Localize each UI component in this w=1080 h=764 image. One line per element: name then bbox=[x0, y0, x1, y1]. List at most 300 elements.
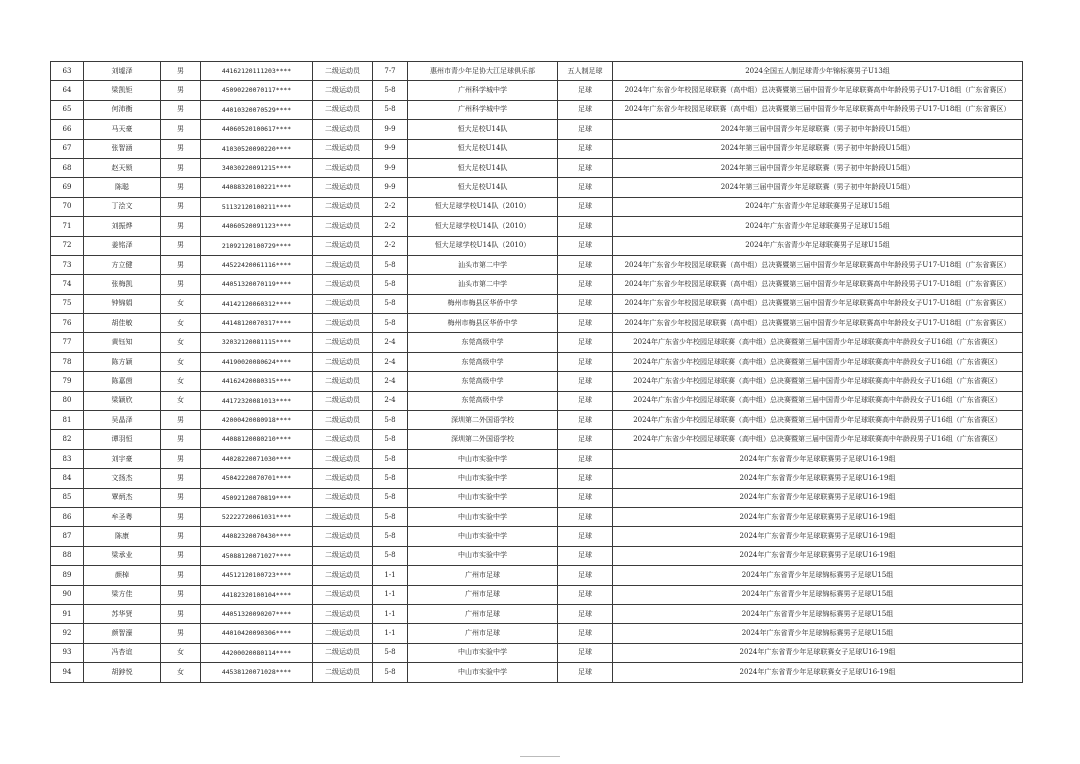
row-number-cell: 89 bbox=[51, 566, 84, 585]
table-row bbox=[51, 139, 1023, 158]
row-number-cell: 79 bbox=[51, 372, 84, 391]
athlete-name-cell: 张智涵 bbox=[84, 139, 161, 158]
athlete-grade-cell: 二级运动员 bbox=[313, 411, 373, 430]
sport-event-cell: 足球 bbox=[558, 81, 613, 100]
ranking-cell: 5-8 bbox=[373, 663, 408, 682]
ranking-cell: 9-9 bbox=[373, 139, 408, 158]
team-unit-cell: 广州市足球 bbox=[408, 585, 558, 604]
gender-cell: 女 bbox=[161, 643, 201, 662]
table-row bbox=[51, 236, 1023, 255]
table-row bbox=[51, 566, 1023, 585]
row-number-cell: 65 bbox=[51, 100, 84, 119]
athlete-name-cell: 梁颖欣 bbox=[84, 391, 161, 410]
athlete-grade-cell: 二级运动员 bbox=[313, 294, 373, 313]
gender-cell: 男 bbox=[161, 217, 201, 236]
id-number-cell: 34030220091215**** bbox=[201, 158, 313, 177]
id-number-cell: 44060520091123**** bbox=[201, 217, 313, 236]
id-number-cell: 44182320100104**** bbox=[201, 585, 313, 604]
gender-cell: 男 bbox=[161, 469, 201, 488]
table-row bbox=[51, 663, 1023, 682]
row-number-cell: 84 bbox=[51, 469, 84, 488]
id-number-cell: 44142120060312**** bbox=[201, 294, 313, 313]
team-unit-cell: 广州市足球 bbox=[408, 566, 558, 585]
athlete-grade-cell: 二级运动员 bbox=[313, 663, 373, 682]
id-number-cell: 44010320070529**** bbox=[201, 100, 313, 119]
athlete-grade-cell: 二级运动员 bbox=[313, 430, 373, 449]
team-unit-cell: 中山市实验中学 bbox=[408, 527, 558, 546]
athlete-name-cell: 覃炳杰 bbox=[84, 488, 161, 507]
competition-name-cell: 2024年第三届中国青少年足球联赛（男子初中年龄段U15组） bbox=[613, 178, 1023, 197]
competition-name-cell: 2024年广东省青少年足球联赛男子足球U15组 bbox=[613, 236, 1023, 255]
row-number-cell: 94 bbox=[51, 663, 84, 682]
ranking-cell: 5-8 bbox=[373, 411, 408, 430]
ranking-cell: 5-8 bbox=[373, 449, 408, 468]
athlete-name-cell: 颜智濠 bbox=[84, 624, 161, 643]
sport-event-cell: 足球 bbox=[558, 643, 613, 662]
row-number-cell: 66 bbox=[51, 120, 84, 139]
athlete-name-cell: 黄钰知 bbox=[84, 333, 161, 352]
sport-event-cell: 足球 bbox=[558, 624, 613, 643]
table-row bbox=[51, 100, 1023, 119]
athlete-grade-cell: 二级运动员 bbox=[313, 585, 373, 604]
ranking-cell: 5-8 bbox=[373, 507, 408, 526]
athlete-grade-cell: 二级运动员 bbox=[313, 507, 373, 526]
sport-event-cell: 足球 bbox=[558, 294, 613, 313]
competition-name-cell: 2024年广东省少年校园足球联赛（高中组）总决赛暨第三届中国青少年足球联赛高中年龄段女子U16组（广东省赛区） bbox=[613, 352, 1023, 371]
ranking-cell: 5-8 bbox=[373, 81, 408, 100]
athlete-name-cell: 牟圣粤 bbox=[84, 507, 161, 526]
sport-event-cell: 足球 bbox=[558, 507, 613, 526]
table-row bbox=[51, 81, 1023, 100]
table-row bbox=[51, 411, 1023, 430]
sport-event-cell: 足球 bbox=[558, 255, 613, 274]
ranking-cell: 5-8 bbox=[373, 643, 408, 662]
gender-cell: 女 bbox=[161, 663, 201, 682]
id-number-cell: 45042220070701**** bbox=[201, 469, 313, 488]
team-unit-cell: 恒大足校U14队 bbox=[408, 158, 558, 177]
sport-event-cell: 足球 bbox=[558, 527, 613, 546]
team-unit-cell: 深圳第二外国语学校 bbox=[408, 411, 558, 430]
competition-name-cell: 2024年广东省少年校园足球联赛（高中组）总决赛暨第三届中国青少年足球联赛高中年龄段女子U17-U18组（广东省赛区） bbox=[613, 294, 1023, 313]
team-unit-cell: 广州科学城中学 bbox=[408, 81, 558, 100]
sport-event-cell: 五人制足球 bbox=[558, 62, 613, 81]
id-number-cell: 44172320081013**** bbox=[201, 391, 313, 410]
row-number-cell: 63 bbox=[51, 62, 84, 81]
gender-cell: 男 bbox=[161, 527, 201, 546]
id-number-cell: 32032120081115**** bbox=[201, 333, 313, 352]
page-footer-mark bbox=[520, 756, 560, 757]
team-unit-cell: 东莞高级中学 bbox=[408, 372, 558, 391]
gender-cell: 男 bbox=[161, 62, 201, 81]
table-row bbox=[51, 372, 1023, 391]
row-number-cell: 91 bbox=[51, 604, 84, 623]
athlete-grade-cell: 二级运动员 bbox=[313, 100, 373, 119]
ranking-cell: 2-4 bbox=[373, 372, 408, 391]
row-number-cell: 87 bbox=[51, 527, 84, 546]
row-number-cell: 81 bbox=[51, 411, 84, 430]
athlete-grade-cell: 二级运动员 bbox=[313, 178, 373, 197]
gender-cell: 男 bbox=[161, 100, 201, 119]
roster-body bbox=[51, 62, 1023, 683]
competition-name-cell: 2024年广东省少年校园足球联赛（高中组）总决赛暨第三届中国青少年足球联赛高中年龄段女子U16组（广东省赛区） bbox=[613, 333, 1023, 352]
athlete-name-cell: 文扬杰 bbox=[84, 469, 161, 488]
athlete-name-cell: 陈方颖 bbox=[84, 352, 161, 371]
ranking-cell: 7-7 bbox=[373, 62, 408, 81]
row-number-cell: 82 bbox=[51, 430, 84, 449]
table-row bbox=[51, 158, 1023, 177]
id-number-cell: 44148120070317**** bbox=[201, 314, 313, 333]
athlete-grade-cell: 二级运动员 bbox=[313, 139, 373, 158]
competition-name-cell: 2024年广东省青少年足球联赛男子足球U16-19组 bbox=[613, 507, 1023, 526]
gender-cell: 男 bbox=[161, 158, 201, 177]
id-number-cell: 44082320070430**** bbox=[201, 527, 313, 546]
team-unit-cell: 广州市足球 bbox=[408, 604, 558, 623]
athlete-name-cell: 谭羽恒 bbox=[84, 430, 161, 449]
table-row bbox=[51, 507, 1023, 526]
id-number-cell: 41030520090220**** bbox=[201, 139, 313, 158]
row-number-cell: 83 bbox=[51, 449, 84, 468]
team-unit-cell: 中山市实验中学 bbox=[408, 488, 558, 507]
row-number-cell: 69 bbox=[51, 178, 84, 197]
row-number-cell: 80 bbox=[51, 391, 84, 410]
ranking-cell: 5-8 bbox=[373, 469, 408, 488]
table-row bbox=[51, 430, 1023, 449]
athlete-grade-cell: 二级运动员 bbox=[313, 624, 373, 643]
competition-name-cell: 2024年广东省少年校园足球联赛（高中组）总决赛暨第三届中国青少年足球联赛高中年龄段女子U16组（广东省赛区） bbox=[613, 391, 1023, 410]
ranking-cell: 9-9 bbox=[373, 120, 408, 139]
id-number-cell: 44051320070119**** bbox=[201, 275, 313, 294]
sport-event-cell: 足球 bbox=[558, 411, 613, 430]
athlete-grade-cell: 二级运动员 bbox=[313, 643, 373, 662]
athlete-grade-cell: 二级运动员 bbox=[313, 314, 373, 333]
sport-event-cell: 足球 bbox=[558, 604, 613, 623]
sport-event-cell: 足球 bbox=[558, 100, 613, 119]
athlete-name-cell: 方立健 bbox=[84, 255, 161, 274]
gender-cell: 男 bbox=[161, 546, 201, 565]
table-row bbox=[51, 352, 1023, 371]
id-number-cell: 45088120071027**** bbox=[201, 546, 313, 565]
ranking-cell: 1-1 bbox=[373, 624, 408, 643]
athlete-name-cell: 何沛衡 bbox=[84, 100, 161, 119]
ranking-cell: 2-4 bbox=[373, 352, 408, 371]
team-unit-cell: 惠州市青少年足协大江足球俱乐部 bbox=[408, 62, 558, 81]
row-number-cell: 90 bbox=[51, 585, 84, 604]
athlete-grade-cell: 二级运动员 bbox=[313, 604, 373, 623]
gender-cell: 女 bbox=[161, 314, 201, 333]
id-number-cell: 52222720061031**** bbox=[201, 507, 313, 526]
gender-cell: 男 bbox=[161, 604, 201, 623]
athlete-grade-cell: 二级运动员 bbox=[313, 120, 373, 139]
gender-cell: 男 bbox=[161, 507, 201, 526]
athlete-name-cell: 吴晶泽 bbox=[84, 411, 161, 430]
ranking-cell: 5-8 bbox=[373, 314, 408, 333]
athlete-grade-cell: 二级运动员 bbox=[313, 197, 373, 216]
competition-name-cell: 2024年广东省青少年足球锦标赛男子足球U15组 bbox=[613, 585, 1023, 604]
competition-name-cell: 2024年广东省青少年足球联赛男子足球U16-19组 bbox=[613, 469, 1023, 488]
ranking-cell: 2-4 bbox=[373, 391, 408, 410]
athlete-grade-cell: 二级运动员 bbox=[313, 372, 373, 391]
id-number-cell: 44051320090207**** bbox=[201, 604, 313, 623]
athlete-name-cell: 梁凯钜 bbox=[84, 81, 161, 100]
competition-name-cell: 2024年广东省少年校园足球联赛（高中组）总决赛暨第三届中国青少年足球联赛高中年龄段男子U16组（广东省赛区） bbox=[613, 430, 1023, 449]
id-number-cell: 42000420080918**** bbox=[201, 411, 313, 430]
athlete-grade-cell: 二级运动员 bbox=[313, 469, 373, 488]
ranking-cell: 1-1 bbox=[373, 604, 408, 623]
ranking-cell: 2-2 bbox=[373, 217, 408, 236]
athlete-grade-cell: 二级运动员 bbox=[313, 527, 373, 546]
id-number-cell: 45090220070117**** bbox=[201, 81, 313, 100]
sport-event-cell: 足球 bbox=[558, 275, 613, 294]
sport-event-cell: 足球 bbox=[558, 391, 613, 410]
row-number-cell: 74 bbox=[51, 275, 84, 294]
gender-cell: 男 bbox=[161, 624, 201, 643]
id-number-cell: 44190020080624**** bbox=[201, 352, 313, 371]
ranking-cell: 5-8 bbox=[373, 546, 408, 565]
team-unit-cell: 中山市实验中学 bbox=[408, 663, 558, 682]
sport-event-cell: 足球 bbox=[558, 158, 613, 177]
ranking-cell: 5-8 bbox=[373, 527, 408, 546]
team-unit-cell: 广州科学城中学 bbox=[408, 100, 558, 119]
athlete-grade-cell: 二级运动员 bbox=[313, 546, 373, 565]
roster-sheet bbox=[50, 61, 1022, 683]
ranking-cell: 5-8 bbox=[373, 430, 408, 449]
athlete-name-cell: 姜铭泽 bbox=[84, 236, 161, 255]
athlete-grade-cell: 二级运动员 bbox=[313, 236, 373, 255]
athlete-roster-table bbox=[50, 61, 1023, 683]
table-row bbox=[51, 527, 1023, 546]
competition-name-cell: 2024年广东省青少年足球联赛男子足球U16-19组 bbox=[613, 527, 1023, 546]
id-number-cell: 44512120100723**** bbox=[201, 566, 313, 585]
table-row bbox=[51, 197, 1023, 216]
table-row bbox=[51, 488, 1023, 507]
competition-name-cell: 2024年广东省青少年足球联赛女子足球U16-19组 bbox=[613, 643, 1023, 662]
table-row bbox=[51, 178, 1023, 197]
team-unit-cell: 东莞高级中学 bbox=[408, 391, 558, 410]
competition-name-cell: 2024年广东省青少年足球联赛男子足球U16-19组 bbox=[613, 449, 1023, 468]
id-number-cell: 44162120111203**** bbox=[201, 62, 313, 81]
gender-cell: 男 bbox=[161, 81, 201, 100]
ranking-cell: 5-8 bbox=[373, 294, 408, 313]
team-unit-cell: 梅州市梅县区华侨中学 bbox=[408, 314, 558, 333]
athlete-grade-cell: 二级运动员 bbox=[313, 158, 373, 177]
team-unit-cell: 恒大足球学校U14队（2010） bbox=[408, 236, 558, 255]
sport-event-cell: 足球 bbox=[558, 488, 613, 507]
gender-cell: 男 bbox=[161, 449, 201, 468]
competition-name-cell: 2024年广东省青少年足球锦标赛男子足球U15组 bbox=[613, 624, 1023, 643]
ranking-cell: 2-2 bbox=[373, 197, 408, 216]
team-unit-cell: 恒大足校U14队 bbox=[408, 178, 558, 197]
table-row bbox=[51, 314, 1023, 333]
table-row bbox=[51, 449, 1023, 468]
table-row bbox=[51, 624, 1023, 643]
athlete-name-cell: 赵天锁 bbox=[84, 158, 161, 177]
gender-cell: 男 bbox=[161, 430, 201, 449]
sport-event-cell: 足球 bbox=[558, 139, 613, 158]
competition-name-cell: 2024年广东省青少年足球联赛男子足球U16-19组 bbox=[613, 488, 1023, 507]
table-row bbox=[51, 217, 1023, 236]
ranking-cell: 1-1 bbox=[373, 585, 408, 604]
row-number-cell: 68 bbox=[51, 158, 84, 177]
athlete-name-cell: 梁承业 bbox=[84, 546, 161, 565]
gender-cell: 女 bbox=[161, 294, 201, 313]
row-number-cell: 73 bbox=[51, 255, 84, 274]
ranking-cell: 1-1 bbox=[373, 566, 408, 585]
gender-cell: 男 bbox=[161, 255, 201, 274]
row-number-cell: 93 bbox=[51, 643, 84, 662]
id-number-cell: 44522420061116**** bbox=[201, 255, 313, 274]
row-number-cell: 85 bbox=[51, 488, 84, 507]
team-unit-cell: 中山市实验中学 bbox=[408, 546, 558, 565]
team-unit-cell: 中山市实验中学 bbox=[408, 507, 558, 526]
table-row bbox=[51, 62, 1023, 81]
competition-name-cell: 2024年广东省青少年足球联赛男子足球U15组 bbox=[613, 197, 1023, 216]
gender-cell: 女 bbox=[161, 391, 201, 410]
athlete-grade-cell: 二级运动员 bbox=[313, 566, 373, 585]
table-row bbox=[51, 604, 1023, 623]
row-number-cell: 88 bbox=[51, 546, 84, 565]
team-unit-cell: 深圳第二外国语学校 bbox=[408, 430, 558, 449]
competition-name-cell: 2024年第三届中国青少年足球联赛（男子初中年龄段U15组） bbox=[613, 120, 1023, 139]
table-row bbox=[51, 585, 1023, 604]
ranking-cell: 5-8 bbox=[373, 100, 408, 119]
row-number-cell: 78 bbox=[51, 352, 84, 371]
row-number-cell: 70 bbox=[51, 197, 84, 216]
athlete-name-cell: 陈康 bbox=[84, 527, 161, 546]
team-unit-cell: 中山市实验中学 bbox=[408, 469, 558, 488]
athlete-grade-cell: 二级运动员 bbox=[313, 217, 373, 236]
table-row bbox=[51, 469, 1023, 488]
sport-event-cell: 足球 bbox=[558, 372, 613, 391]
athlete-name-cell: 梁方佳 bbox=[84, 585, 161, 604]
athlete-name-cell: 陈聪 bbox=[84, 178, 161, 197]
athlete-grade-cell: 二级运动员 bbox=[313, 352, 373, 371]
athlete-name-cell: 陈嘉茵 bbox=[84, 372, 161, 391]
sport-event-cell: 足球 bbox=[558, 546, 613, 565]
gender-cell: 男 bbox=[161, 197, 201, 216]
athlete-name-cell: 苏华贤 bbox=[84, 604, 161, 623]
gender-cell: 女 bbox=[161, 352, 201, 371]
id-number-cell: 44028220071030**** bbox=[201, 449, 313, 468]
team-unit-cell: 恒大足校U14队 bbox=[408, 139, 558, 158]
athlete-grade-cell: 二级运动员 bbox=[313, 391, 373, 410]
competition-name-cell: 2024年广东省青少年足球锦标赛男子足球U15组 bbox=[613, 566, 1023, 585]
table-row bbox=[51, 120, 1023, 139]
ranking-cell: 9-9 bbox=[373, 178, 408, 197]
competition-name-cell: 2024全国五人制足球青少年锦标赛男子U13组 bbox=[613, 62, 1023, 81]
athlete-name-cell: 马天豪 bbox=[84, 120, 161, 139]
sport-event-cell: 足球 bbox=[558, 469, 613, 488]
team-unit-cell: 广州市足球 bbox=[408, 624, 558, 643]
athlete-grade-cell: 二级运动员 bbox=[313, 275, 373, 294]
competition-name-cell: 2024年广东省少年校园足球联赛（高中组）总决赛暨第三届中国青少年足球联赛高中年龄段男子U16组（广东省赛区） bbox=[613, 411, 1023, 430]
gender-cell: 男 bbox=[161, 120, 201, 139]
competition-name-cell: 2024年广东省少年校园足球联赛（高中组）总决赛暨第三届中国青少年足球联赛高中年龄段男子U17-U18组（广东省赛区） bbox=[613, 275, 1023, 294]
team-unit-cell: 梅州市梅县区华侨中学 bbox=[408, 294, 558, 313]
competition-name-cell: 2024年广东省青少年足球锦标赛男子足球U15组 bbox=[613, 604, 1023, 623]
sport-event-cell: 足球 bbox=[558, 566, 613, 585]
athlete-name-cell: 丁浍文 bbox=[84, 197, 161, 216]
gender-cell: 女 bbox=[161, 372, 201, 391]
team-unit-cell: 东莞高级中学 bbox=[408, 352, 558, 371]
id-number-cell: 44538120071028**** bbox=[201, 663, 313, 682]
row-number-cell: 67 bbox=[51, 139, 84, 158]
gender-cell: 男 bbox=[161, 139, 201, 158]
team-unit-cell: 汕头市第二中学 bbox=[408, 255, 558, 274]
id-number-cell: 44088120080210**** bbox=[201, 430, 313, 449]
table-row bbox=[51, 391, 1023, 410]
id-number-cell: 51132120100211**** bbox=[201, 197, 313, 216]
sport-event-cell: 足球 bbox=[558, 352, 613, 371]
gender-cell: 女 bbox=[161, 333, 201, 352]
ranking-cell: 5-8 bbox=[373, 275, 408, 294]
ranking-cell: 2-4 bbox=[373, 333, 408, 352]
sport-event-cell: 足球 bbox=[558, 430, 613, 449]
athlete-grade-cell: 二级运动员 bbox=[313, 333, 373, 352]
athlete-name-cell: 颜棹 bbox=[84, 566, 161, 585]
sport-event-cell: 足球 bbox=[558, 585, 613, 604]
table-row bbox=[51, 333, 1023, 352]
id-number-cell: 44010420090306**** bbox=[201, 624, 313, 643]
athlete-name-cell: 胡佳敏 bbox=[84, 314, 161, 333]
gender-cell: 男 bbox=[161, 178, 201, 197]
gender-cell: 男 bbox=[161, 411, 201, 430]
athlete-name-cell: 刘宇豪 bbox=[84, 449, 161, 468]
ranking-cell: 9-9 bbox=[373, 158, 408, 177]
table-row bbox=[51, 275, 1023, 294]
athlete-name-cell: 钟锦娟 bbox=[84, 294, 161, 313]
athlete-grade-cell: 二级运动员 bbox=[313, 81, 373, 100]
id-number-cell: 21092120100729**** bbox=[201, 236, 313, 255]
row-number-cell: 72 bbox=[51, 236, 84, 255]
sport-event-cell: 足球 bbox=[558, 314, 613, 333]
id-number-cell: 44162420080315**** bbox=[201, 372, 313, 391]
id-number-cell: 45092120070819**** bbox=[201, 488, 313, 507]
sport-event-cell: 足球 bbox=[558, 197, 613, 216]
competition-name-cell: 2024年广东省青少年足球联赛男子足球U16-19组 bbox=[613, 546, 1023, 565]
athlete-grade-cell: 二级运动员 bbox=[313, 62, 373, 81]
sport-event-cell: 足球 bbox=[558, 120, 613, 139]
team-unit-cell: 中山市实验中学 bbox=[408, 449, 558, 468]
gender-cell: 男 bbox=[161, 585, 201, 604]
row-number-cell: 92 bbox=[51, 624, 84, 643]
competition-name-cell: 2024年第三届中国青少年足球联赛（男子初中年龄段U15组） bbox=[613, 158, 1023, 177]
row-number-cell: 77 bbox=[51, 333, 84, 352]
ranking-cell: 2-2 bbox=[373, 236, 408, 255]
sport-event-cell: 足球 bbox=[558, 663, 613, 682]
athlete-grade-cell: 二级运动员 bbox=[313, 449, 373, 468]
team-unit-cell: 中山市实验中学 bbox=[408, 643, 558, 662]
table-row bbox=[51, 255, 1023, 274]
competition-name-cell: 2024年广东省青少年足球联赛女子足球U16-19组 bbox=[613, 663, 1023, 682]
competition-name-cell: 2024年广东省少年校园足球联赛（高中组）总决赛暨第三届中国青少年足球联赛高中年龄段女子U16组（广东省赛区） bbox=[613, 372, 1023, 391]
table-row bbox=[51, 294, 1023, 313]
athlete-grade-cell: 二级运动员 bbox=[313, 488, 373, 507]
sport-event-cell: 足球 bbox=[558, 217, 613, 236]
table-row bbox=[51, 546, 1023, 565]
athlete-grade-cell: 二级运动员 bbox=[313, 255, 373, 274]
athlete-name-cell: 刘振烨 bbox=[84, 217, 161, 236]
athlete-name-cell: 张梅凯 bbox=[84, 275, 161, 294]
team-unit-cell: 恒大足球学校U14队（2010） bbox=[408, 197, 558, 216]
competition-name-cell: 2024年广东省青少年足球联赛男子足球U15组 bbox=[613, 217, 1023, 236]
competition-name-cell: 2024年广东省少年校园足球联赛（高中组）总决赛暨第三届中国青少年足球联赛高中年龄段女子U17-U18组（广东省赛区） bbox=[613, 314, 1023, 333]
id-number-cell: 44088320100221**** bbox=[201, 178, 313, 197]
team-unit-cell: 恒大足球学校U14队（2010） bbox=[408, 217, 558, 236]
gender-cell: 男 bbox=[161, 275, 201, 294]
sport-event-cell: 足球 bbox=[558, 449, 613, 468]
row-number-cell: 75 bbox=[51, 294, 84, 313]
team-unit-cell: 汕头市第二中学 bbox=[408, 275, 558, 294]
